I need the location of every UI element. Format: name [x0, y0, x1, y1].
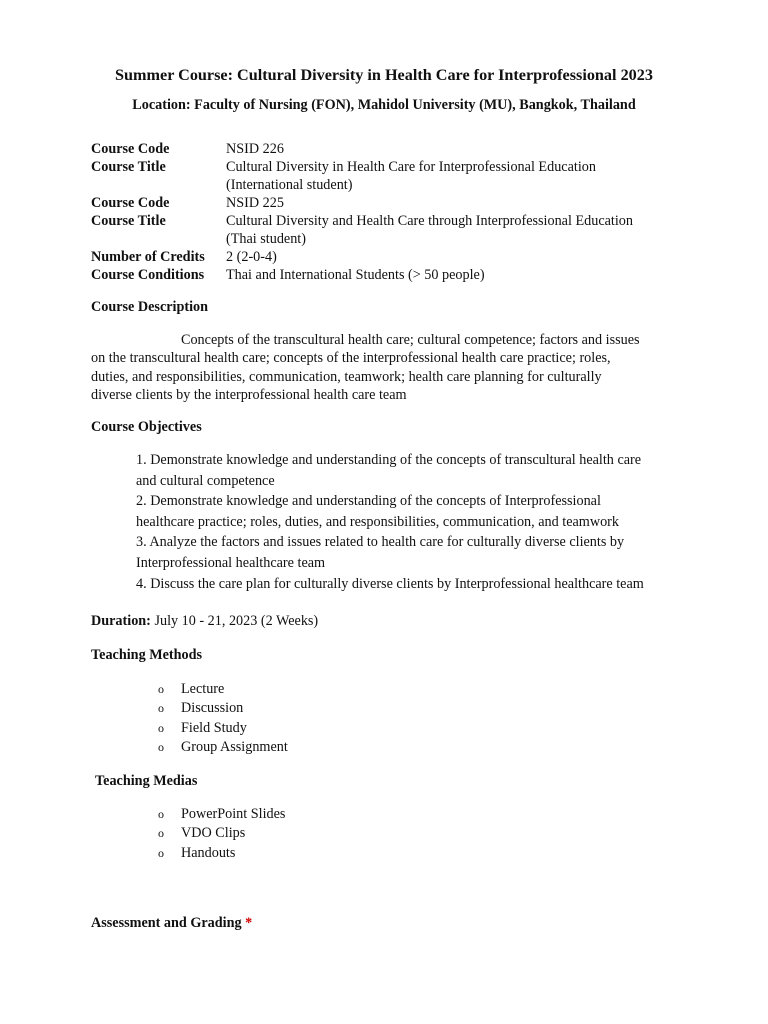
bullet-icon: o — [158, 826, 164, 841]
info-row-credits — [91, 248, 681, 266]
description-line: duties, and responsibilities, communication, teamwork; health care planning for culturally — [91, 368, 602, 385]
course-info-table — [91, 140, 681, 284]
description-line: on the transcultural health care; concepts of the interprofessional health care practice; roles, — [91, 350, 611, 367]
description-line: diverse clients by the interprofessional health care team — [91, 386, 407, 403]
list-item — [158, 738, 288, 757]
info-value-line: (Thai student) — [226, 231, 306, 247]
info-label: Course Title — [91, 159, 166, 175]
objective-line: 4. Discuss the care plan for culturally diverse clients by Interprofessional healthcare team — [136, 575, 644, 592]
info-label: Course Code — [91, 195, 170, 211]
list-item — [158, 844, 285, 863]
description-line: Concepts of the transcultural health care; cultural competence; factors and issues — [181, 332, 640, 348]
info-row-course-code-2 — [91, 194, 681, 212]
bullet-icon: o — [158, 845, 164, 860]
list-item-label: Lecture — [181, 681, 225, 697]
objective-line: 2. Demonstrate knowledge and understanding of the concepts of Interprofessional — [136, 493, 601, 510]
bullet-icon: o — [158, 720, 164, 735]
list-item-label: Field Study — [181, 719, 247, 736]
teaching-medias-list — [158, 805, 285, 863]
bullet-icon: o — [158, 807, 164, 821]
objective-line: healthcare practice; roles, duties, and responsibilities, communication, and teamwork — [136, 513, 620, 530]
objective-line: and cultural competence — [136, 472, 275, 489]
info-label: Course Conditions — [91, 267, 205, 283]
teaching-methods-heading: Teaching Methods — [91, 647, 203, 663]
info-value-line: (International student) — [226, 177, 353, 193]
list-item — [158, 699, 288, 718]
info-row-course-code-1 — [91, 140, 681, 158]
objective-line: 3. Analyze the factors and issues related to health care for culturally diverse clients by — [136, 534, 625, 551]
assessment-heading-label: Assessment and Grading — [91, 915, 242, 931]
info-value: 2 (2-0-4) — [226, 249, 277, 265]
document-location: Location: Faculty of Nursing (FON), Mahidol University (MU), Bangkok, Thailand — [132, 97, 636, 113]
list-item — [158, 680, 288, 699]
duration-value: July 10 - 21, 2023 (2 Weeks) — [150, 613, 319, 629]
document-title: Summer Course: Cultural Diversity in Health Care for Interprofessional 2023 — [115, 66, 653, 84]
list-item — [158, 805, 285, 824]
info-row-course-title-2 — [91, 212, 681, 248]
course-description-heading: Course Description — [91, 299, 209, 315]
list-item-label: Handouts — [181, 844, 236, 861]
list-item-label: Group Assignment — [181, 738, 288, 755]
info-value: NSID 226 — [226, 141, 284, 157]
required-marker: * — [245, 915, 253, 931]
list-item-label: VDO Clips — [181, 825, 246, 842]
course-objectives-heading: Course Objectives — [91, 419, 202, 435]
info-label: Number of Credits — [91, 249, 205, 265]
assessment-heading — [91, 914, 252, 932]
course-description-text — [91, 331, 681, 404]
list-item — [158, 824, 285, 843]
course-objectives-list — [136, 450, 696, 594]
list-item-label: Discussion — [181, 700, 244, 717]
info-value-line: Cultural Diversity and Health Care through Interprofessional Education — [226, 213, 633, 229]
info-value — [226, 212, 681, 248]
info-label: Course Code — [91, 141, 170, 157]
list-item — [158, 719, 288, 738]
info-label: Course Title — [91, 213, 166, 229]
info-value: NSID 225 — [226, 195, 284, 211]
info-row-conditions — [91, 266, 681, 284]
bullet-icon: o — [158, 701, 164, 716]
info-value — [226, 158, 681, 194]
teaching-methods-list — [158, 680, 288, 757]
list-item-label: PowerPoint Slides — [181, 806, 286, 822]
info-value-line: Cultural Diversity in Health Care for Interprofessional Education — [226, 159, 596, 175]
info-value: Thai and International Students (> 50 people) — [226, 267, 485, 283]
teaching-medias-heading: Teaching Medias — [95, 773, 198, 789]
objective-line: Interprofessional healthcare team — [136, 554, 326, 571]
bullet-icon: o — [158, 682, 164, 696]
duration — [91, 612, 318, 630]
bullet-icon: o — [158, 739, 164, 754]
info-row-course-title-1 — [91, 158, 681, 194]
duration-label: Duration: — [91, 613, 151, 629]
objective-line: 1. Demonstrate knowledge and understanding of the concepts of transcultural health care — [136, 452, 642, 468]
